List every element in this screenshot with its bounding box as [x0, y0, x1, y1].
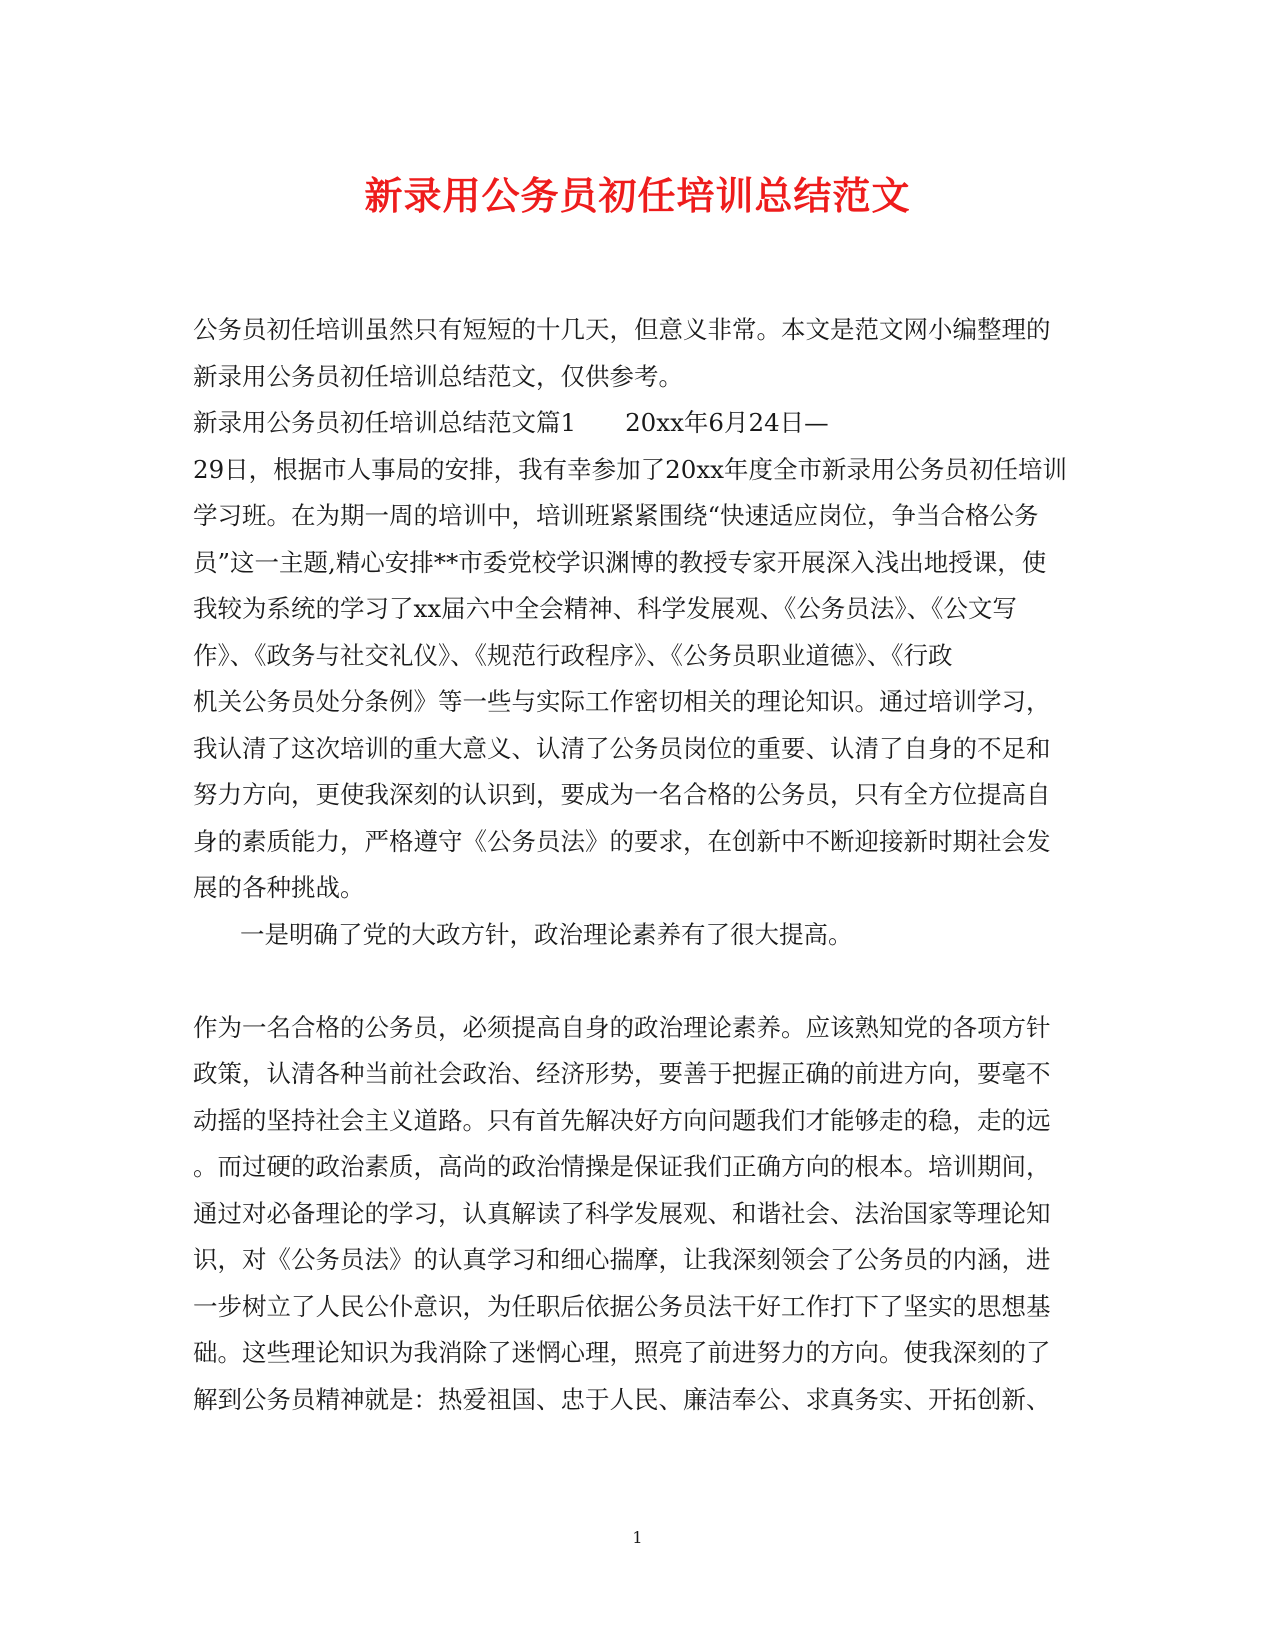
text-line: 识，对《公务员法》的认真学习和细心揣摩，让我深刻领会了公务员的内涵，进 [193, 1245, 1051, 1274]
text-line: 一步树立了人民公仆意识，为任职后依据公务员法干好工作打下了坚实的思想基 [193, 1292, 1051, 1321]
text-line: 努力方向，更使我深刻的认识到，要成为一名合格的公务员，只有全方位提高自 [193, 780, 1051, 809]
page-title: 新录用公务员初任培训总结范文 [364, 173, 911, 218]
text-line: 动摇的坚持社会主义道路。只有首先解决好方向问题我们才能够走的稳，走的远 [193, 1106, 1051, 1135]
text-line: 作为一名合格的公务员，必须提高自身的政治理论素养。应该熟知党的各项方针 [193, 1013, 1051, 1042]
text-line: 我较为系统的学习了xx届六中全会精神、科学发展观、《公务员法》、《公文写 [193, 594, 1017, 623]
text-line: 我认清了这次培训的重大意义、认清了公务员岗位的重要、认清了自身的不足和 [193, 734, 1051, 763]
text-line: 新录用公务员初任培训总结范文，仅供参考。 [193, 362, 683, 391]
text-line: 作》、《政务与社交礼仪》、《规范行政程序》、《公务员职业道德》、《行政 [193, 641, 953, 670]
text-line: 公务员初任培训虽然只有短短的十几天，但意义非常。本文是范文网小编整理的 [193, 315, 1051, 344]
text-line: 机关公务员处分条例》等一些与实际工作密切相关的理论知识。通过培训学习， [193, 687, 1051, 716]
text-line: 新录用公务员初任培训总结范文篇1 20xx年6月24日— [193, 408, 829, 437]
section-heading: 一是明确了党的大政方针，政治理论素养有了很大提高。 [240, 920, 853, 949]
text-line: 通过对必备理论的学习，认真解读了科学发展观、和谐社会、法治国家等理论知 [193, 1199, 1051, 1228]
text-line: 。而过硬的政治素质，高尚的政治情操是保证我们正确方向的根本。培训期间， [193, 1152, 1051, 1181]
text-line: 解到公务员精神就是：热爱祖国、忠于人民、廉洁奉公、求真务实、开拓创新、 [193, 1385, 1051, 1414]
text-line: 础。这些理论知识为我消除了迷惘心理，照亮了前进努力的方向。使我深刻的了 [193, 1338, 1051, 1367]
page-number: 1 [632, 1528, 643, 1547]
text-line: 学习班。在为期一周的培训中，培训班紧紧围绕“快速适应岗位，争当合格公务 [193, 501, 1039, 530]
text-line: 展的各种挑战。 [193, 873, 365, 902]
text-line: 政策，认清各种当前社会政治、经济形势，要善于把握正确的前进方向，要毫不 [193, 1059, 1051, 1088]
text-line: 身的素质能力，严格遵守《公务员法》的要求，在创新中不断迎接新时期社会发 [193, 827, 1051, 856]
text-line: 29日，根据市人事局的安排，我有幸参加了20xx年度全市新录用公务员初任培训 [193, 455, 1067, 484]
text-line: 员”这一主题,精心安排**市委党校学识渊博的教授专家开展深入浅出地授课，使 [193, 548, 1047, 577]
